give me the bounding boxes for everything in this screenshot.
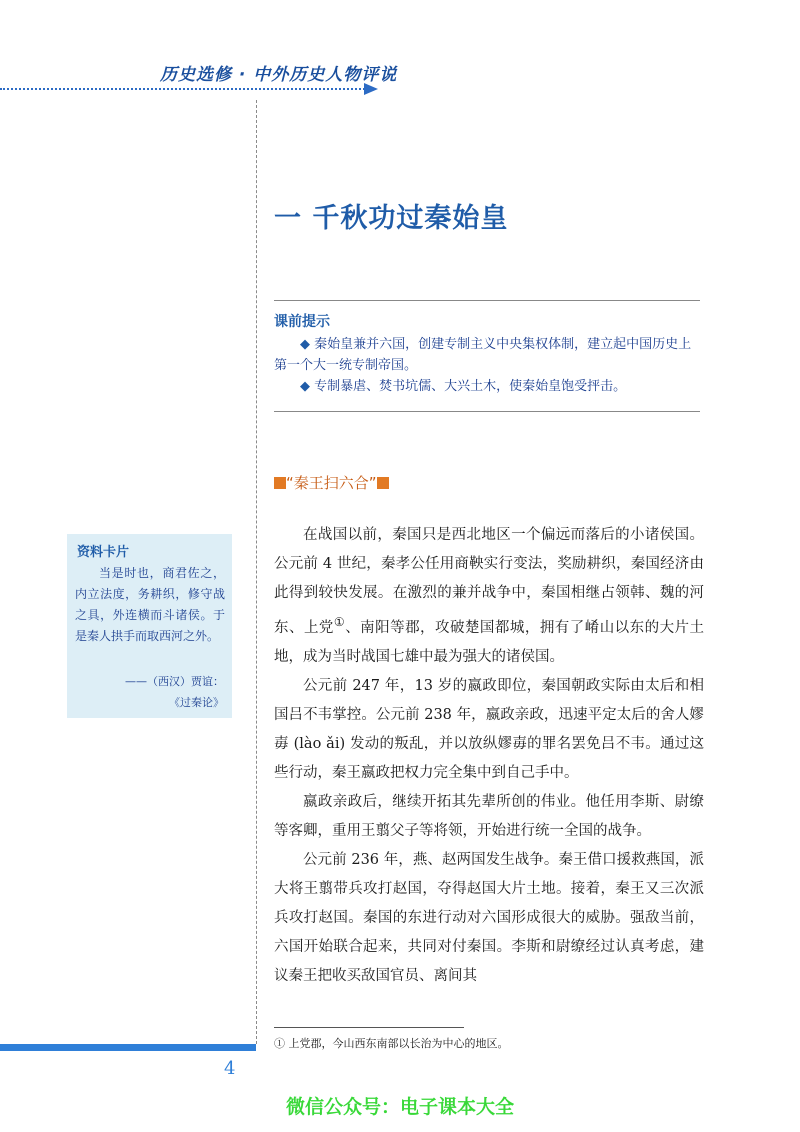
body-paragraph: 公元前 247 年，13 岁的嬴政即位，秦国朝政实际由太后和相国吕不韦掌控。公元前 238 年，嬴政亲政，迅速平定太后的舍人嫪毐 (lào ǎi) 发动的叛乱，并以放纵嫪毐的罪名罢免吕不韦。通过这些行动，秦王嬴政把权力完全集中到自己手中。: [274, 677, 704, 781]
info-card-quote: 当是时也，商君佐之，内立法度，务耕织，修守战之具，外连横而斗诸侯。于是秦人拱手而取西河之外。: [75, 566, 225, 643]
column-divider: [256, 100, 257, 1044]
body-paragraph: 公元前 236 年，燕、赵两国发生战争。秦王借口援救燕国，派大将王翦带兵攻打赵国，夺得赵国大片土地。接着，秦王又三次派兵攻打赵国。秦国的东进行动对六国形成很大的威胁。强敌当前，六国开始联合起来，共同对付秦国。李斯和尉缭经过认真考虑，建议秦王把收买敌国官员、离间其: [274, 851, 704, 984]
body-paragraph: 在战国以前，秦国只是西北地区一个偏远而落后的小诸侯国。公元前 4 世纪，秦孝公任用商鞅实行变法，奖励耕织，秦国经济由此得到较快发展。在激烈的兼并战争中，秦国相继占领韩、魏的河东、上党①、南阳等郡，攻破楚国都城，拥有了崤山以东的大片土地，成为当时战国七雄中最为强大的诸侯国。: [274, 527, 705, 665]
square-bullet-icon: [377, 477, 389, 489]
preview-point: ◆ 专制暴虐、焚书坑儒、大兴土木，使秦始皇饱受抨击。: [300, 379, 627, 394]
header-dotted-line: [0, 88, 372, 90]
diamond-bullet-icon: ◆: [300, 379, 310, 394]
diamond-bullet-icon: ◆: [300, 337, 310, 352]
watermark-text: 微信公众号：电子课本大全: [285, 1096, 514, 1118]
footnote-rule: [274, 1027, 464, 1028]
footnote-marker[interactable]: ①: [333, 615, 346, 629]
chapter-title: 一 千秋功过秦始皇: [274, 203, 509, 234]
footer-bar: [0, 1044, 256, 1051]
info-card-source: ——（西汉）贾谊： 《过秦论》: [125, 675, 224, 709]
footnote: ① 上党郡，今山西东南部以长治为中心的地区。: [274, 1037, 509, 1050]
page-number: 4: [224, 1058, 236, 1079]
info-card: [67, 534, 232, 718]
preview-heading: 课前提示: [274, 314, 330, 330]
square-bullet-icon: [274, 477, 286, 489]
preview-points: [274, 334, 700, 397]
running-header-title: 历史选修 · 中外历史人物评说: [160, 65, 398, 85]
body-paragraph: 嬴政亲政后，继续开拓其先辈所创的伟业。他任用李斯、尉缭等客卿，重用王翦父子等将领，开始进行统一全国的战争。: [274, 793, 704, 839]
header-arrow-icon: [364, 83, 378, 95]
section-title: “秦王扫六合”: [274, 472, 389, 493]
info-card-heading: 资料卡片: [77, 545, 130, 560]
preview-box: [274, 300, 700, 412]
preview-point: ◆ 秦始皇兼并六国，创建专制主义中央集权体制，建立起中国历史上第一个大一统专制帝国。: [274, 337, 692, 373]
body-text: [274, 521, 704, 991]
